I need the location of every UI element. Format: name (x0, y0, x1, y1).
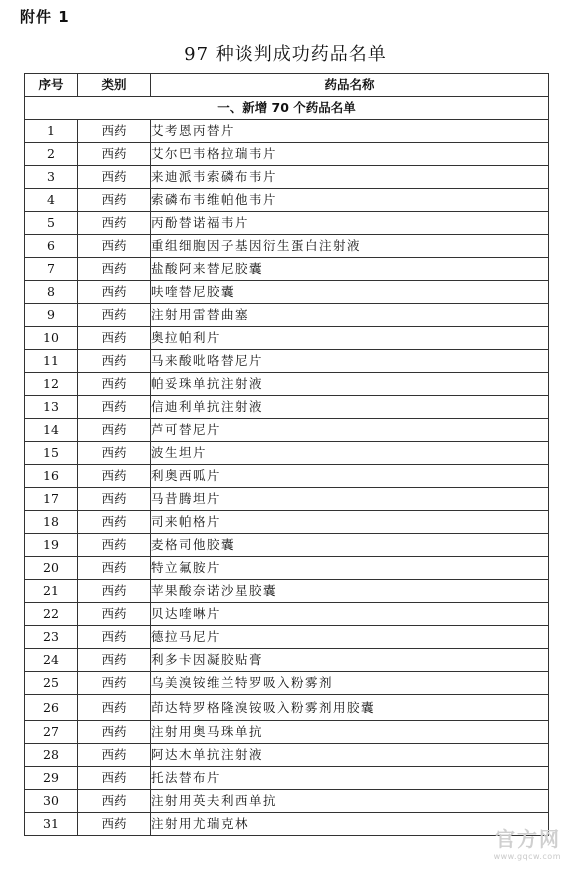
row-category: 西药 (78, 813, 151, 836)
row-drug-name: 注射用尤瑞克林 (151, 813, 549, 836)
row-number: 24 (25, 649, 78, 672)
row-category: 西药 (78, 120, 151, 143)
row-category: 西药 (78, 442, 151, 465)
table-row (25, 695, 549, 721)
row-drug-name: 利奥西呱片 (151, 465, 549, 488)
row-drug-name: 索磷布韦维帕他韦片 (151, 189, 549, 212)
table-row (25, 419, 549, 442)
row-category: 西药 (78, 212, 151, 235)
row-drug-name: 德拉马尼片 (151, 626, 549, 649)
row-category: 西药 (78, 396, 151, 419)
row-number: 8 (25, 281, 78, 304)
table-row (25, 350, 549, 373)
row-number: 22 (25, 603, 78, 626)
row-drug-name: 芦可替尼片 (151, 419, 549, 442)
row-drug-name: 艾考恩丙替片 (151, 120, 549, 143)
table-row (25, 744, 549, 767)
row-number: 6 (25, 235, 78, 258)
row-number: 9 (25, 304, 78, 327)
row-number: 28 (25, 744, 78, 767)
row-category: 西药 (78, 580, 151, 603)
row-drug-name: 注射用英夫利西单抗 (151, 790, 549, 813)
row-number: 26 (25, 695, 78, 721)
table-row (25, 767, 549, 790)
row-category: 西药 (78, 189, 151, 212)
table-row (25, 281, 549, 304)
table-row (25, 649, 549, 672)
row-category: 西药 (78, 281, 151, 304)
table-body (25, 97, 549, 836)
section-row (25, 97, 549, 120)
table-row (25, 166, 549, 189)
row-number: 23 (25, 626, 78, 649)
row-number: 12 (25, 373, 78, 396)
row-number: 11 (25, 350, 78, 373)
table-row (25, 790, 549, 813)
column-header-drug-name: 药品名称 (151, 74, 549, 97)
row-number: 25 (25, 672, 78, 695)
row-number: 30 (25, 790, 78, 813)
row-category: 西药 (78, 304, 151, 327)
row-number: 19 (25, 534, 78, 557)
row-category: 西药 (78, 790, 151, 813)
table-row (25, 373, 549, 396)
row-drug-name: 马来酸吡咯替尼片 (151, 350, 549, 373)
row-category: 西药 (78, 166, 151, 189)
row-number: 15 (25, 442, 78, 465)
table-row (25, 557, 549, 580)
row-drug-name: 丙酚替诺福韦片 (151, 212, 549, 235)
table-row (25, 626, 549, 649)
row-drug-name: 注射用雷替曲塞 (151, 304, 549, 327)
row-drug-name: 特立氟胺片 (151, 557, 549, 580)
row-number: 10 (25, 327, 78, 350)
row-category: 西药 (78, 534, 151, 557)
row-number: 18 (25, 511, 78, 534)
watermark-logo: 官方网 (495, 827, 561, 851)
column-header-category: 类别 (78, 74, 151, 97)
row-number: 20 (25, 557, 78, 580)
table-row (25, 603, 549, 626)
row-category: 西药 (78, 767, 151, 790)
document-title: 97 种谈判成功药品名单 (184, 44, 387, 65)
table-row (25, 235, 549, 258)
row-drug-name: 波生坦片 (151, 442, 549, 465)
table-row (25, 327, 549, 350)
table-row (25, 189, 549, 212)
table-row (25, 488, 549, 511)
table-row (25, 534, 549, 557)
attachment-label: 附件 1 (20, 8, 70, 26)
row-category: 西药 (78, 419, 151, 442)
row-number: 14 (25, 419, 78, 442)
row-drug-name: 注射用奥马珠单抗 (151, 721, 549, 744)
row-drug-name: 帕妥珠单抗注射液 (151, 373, 549, 396)
table-row (25, 511, 549, 534)
section-title: 一、新增 70 个药品名单 (25, 97, 549, 120)
row-drug-name: 来迪派韦索磷布韦片 (151, 166, 549, 189)
row-drug-name: 阿达木单抗注射液 (151, 744, 549, 767)
row-category: 西药 (78, 373, 151, 396)
row-drug-name: 盐酸阿来替尼胶囊 (151, 258, 549, 281)
table-row (25, 442, 549, 465)
row-category: 西药 (78, 695, 151, 721)
row-number: 17 (25, 488, 78, 511)
row-drug-name: 艾尔巴韦格拉瑞韦片 (151, 143, 549, 166)
row-number: 5 (25, 212, 78, 235)
row-drug-name: 信迪利单抗注射液 (151, 396, 549, 419)
table-header-row (25, 74, 549, 97)
row-category: 西药 (78, 603, 151, 626)
row-category: 西药 (78, 258, 151, 281)
drug-list-table (24, 73, 549, 836)
row-category: 西药 (78, 143, 151, 166)
row-number: 13 (25, 396, 78, 419)
table-row (25, 143, 549, 166)
row-drug-name: 马昔腾坦片 (151, 488, 549, 511)
row-number: 29 (25, 767, 78, 790)
row-number: 7 (25, 258, 78, 281)
row-drug-name: 乌美溴铵维兰特罗吸入粉雾剂 (151, 672, 549, 695)
table-row (25, 258, 549, 281)
row-number: 31 (25, 813, 78, 836)
row-drug-name: 茚达特罗格隆溴铵吸入粉雾剂用胶囊 (151, 695, 549, 721)
table-row (25, 672, 549, 695)
row-drug-name: 奥拉帕利片 (151, 327, 549, 350)
table-row (25, 465, 549, 488)
row-drug-name: 苹果酸奈诺沙星胶囊 (151, 580, 549, 603)
row-number: 21 (25, 580, 78, 603)
row-category: 西药 (78, 557, 151, 580)
table-row (25, 212, 549, 235)
row-category: 西药 (78, 235, 151, 258)
row-number: 4 (25, 189, 78, 212)
table-row (25, 396, 549, 419)
row-category: 西药 (78, 511, 151, 534)
row-category: 西药 (78, 744, 151, 767)
table-row (25, 721, 549, 744)
watermark-url: www.gqcw.com (493, 852, 561, 861)
table-row (25, 580, 549, 603)
row-category: 西药 (78, 626, 151, 649)
row-category: 西药 (78, 672, 151, 695)
row-drug-name: 托法替布片 (151, 767, 549, 790)
column-header-number: 序号 (25, 74, 78, 97)
table-row (25, 304, 549, 327)
row-drug-name: 重组细胞因子基因衍生蛋白注射液 (151, 235, 549, 258)
row-category: 西药 (78, 350, 151, 373)
row-drug-name: 司来帕格片 (151, 511, 549, 534)
row-category: 西药 (78, 488, 151, 511)
row-number: 2 (25, 143, 78, 166)
row-drug-name: 麦格司他胶囊 (151, 534, 549, 557)
row-category: 西药 (78, 465, 151, 488)
row-number: 27 (25, 721, 78, 744)
row-category: 西药 (78, 649, 151, 672)
row-category: 西药 (78, 721, 151, 744)
watermark (494, 823, 561, 861)
row-number: 3 (25, 166, 78, 189)
row-category: 西药 (78, 327, 151, 350)
row-drug-name: 贝达喹啉片 (151, 603, 549, 626)
table-row (25, 120, 549, 143)
row-number: 1 (25, 120, 78, 143)
row-number: 16 (25, 465, 78, 488)
row-drug-name: 利多卡因凝胶贴膏 (151, 649, 549, 672)
row-drug-name: 呋喹替尼胶囊 (151, 281, 549, 304)
table-row (25, 813, 549, 836)
